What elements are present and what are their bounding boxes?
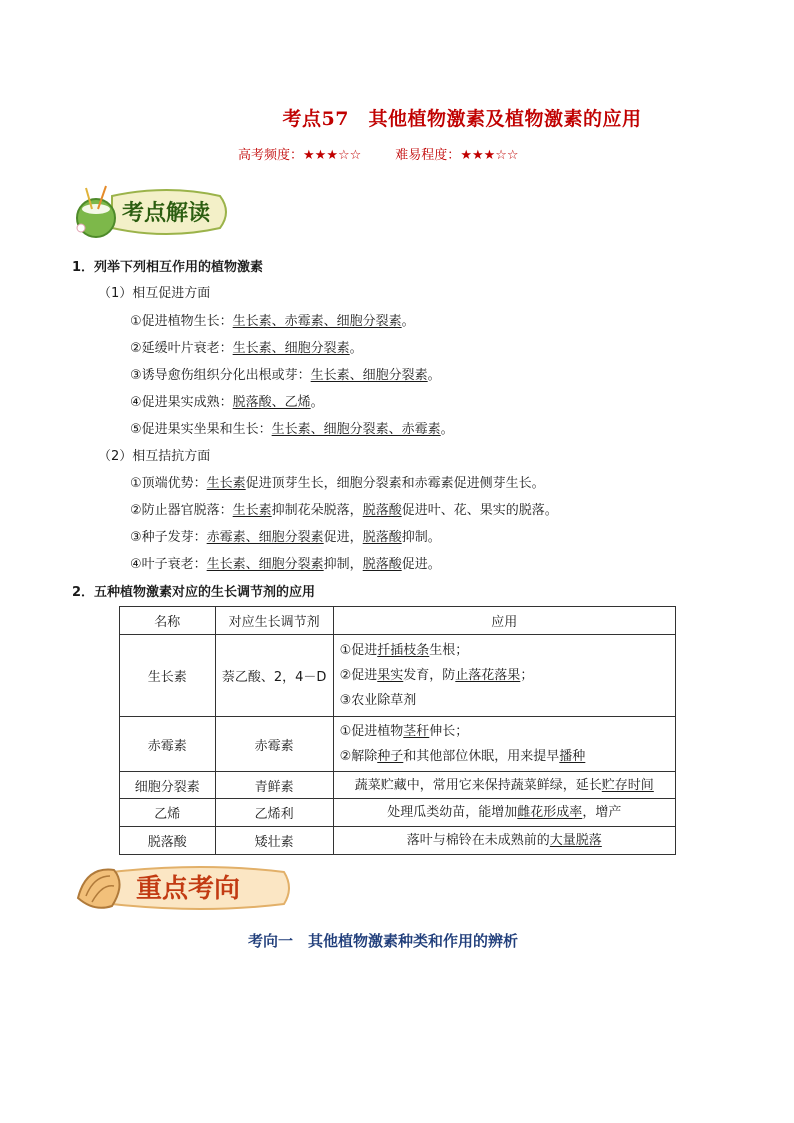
regulator-table <box>119 606 676 855</box>
application-cell <box>333 827 675 855</box>
table-row <box>120 717 676 772</box>
application-line: ③农业除草剂 <box>339 693 417 708</box>
hormone-name-cell: 细胞分裂素 <box>120 772 216 799</box>
ratings-line <box>238 144 519 163</box>
promote-item: ④促进果实成熟：脱落酸、乙烯。 <box>130 395 324 410</box>
regulator-cell: 矮壮素 <box>215 827 333 855</box>
regulator-cell: 萘乙酸、2，4－D <box>215 635 333 717</box>
table-row <box>120 772 676 799</box>
antagonize-item: ③种子发芽：赤霉素、细胞分裂素促进，脱落酸抑制。 <box>130 530 441 545</box>
section2-heading: 2．五种植物激素对应的生长调节剂的应用 <box>72 585 316 600</box>
promote-item: ②延缓叶片衰老：生长素、细胞分裂素。 <box>130 341 363 356</box>
table-row <box>120 635 676 717</box>
header-cell: 名称 <box>120 607 216 635</box>
frequency-stars: ★★★☆☆ <box>303 148 362 163</box>
table-row <box>120 799 676 827</box>
header-cell: 对应生长调节剂 <box>215 607 333 635</box>
antagonize-item: ①顶端优势：生长素促进顶芽生长，细胞分裂素和赤霉素促进侧芽生长。 <box>130 476 545 491</box>
hormone-name-cell: 赤霉素 <box>120 717 216 772</box>
application-cell <box>333 799 675 827</box>
application-line: 落叶与棉铃在未成熟前的大量脱落 <box>406 833 602 848</box>
promote-item: ①促进植物生长：生长素、赤霉素、细胞分裂素。 <box>130 314 415 329</box>
kaodian-badge <box>72 182 232 242</box>
section1-heading: 1．列举下列相互作用的植物激素 <box>72 260 264 275</box>
frequency-label: 高考频度： <box>238 148 304 163</box>
antagonize-item: ②防止器官脱落：生长素抑制花朵脱落，脱落酸促进叶、花、果实的脱落。 <box>130 503 558 518</box>
application-line: ①促进扦插枝条生根； <box>339 643 469 658</box>
application-line: ②促进果实发育，防止落花落果； <box>339 668 534 683</box>
application-line: 处理瓜类幼苗，能增加雌花形成率，增产 <box>387 805 622 820</box>
hormone-name-cell: 生长素 <box>120 635 216 717</box>
table-row <box>120 827 676 855</box>
section3-subtitle: 考向一 其他植物激素种类和作用的辨析 <box>248 932 519 950</box>
page-title: 考点57 其他植物激素及植物激素的应用 <box>282 108 642 130</box>
regulator-cell: 赤霉素 <box>215 717 333 772</box>
application-cell <box>333 772 675 799</box>
hormone-name-cell: 乙烯 <box>120 799 216 827</box>
table-header-row <box>120 607 676 635</box>
antagonize-item: ④叶子衰老：生长素、细胞分裂素抑制，脱落酸促进。 <box>130 557 441 572</box>
kaodian-label: 考点解读 <box>122 200 211 226</box>
section1-sub2: （2）相互拮抗方面 <box>98 449 211 464</box>
difficulty-stars: ★★★☆☆ <box>460 148 519 163</box>
section1-sub1: （1）相互促进方面 <box>98 286 211 301</box>
application-line: ①促进植物茎秆伸长； <box>339 724 469 739</box>
application-line: 蔬菜贮藏中，常用它来保持蔬菜鲜绿，延长贮存时间 <box>354 777 654 793</box>
regulator-cell: 青鲜素 <box>215 772 333 799</box>
hormone-name-cell: 脱落酸 <box>120 827 216 855</box>
promote-item: ⑤促进果实坐果和生长：生长素、细胞分裂素、赤霉素。 <box>130 422 454 437</box>
promote-item: ③诱导愈伤组织分化出根或芽：生长素、细胞分裂素。 <box>130 368 441 383</box>
header-cell: 应用 <box>333 607 675 635</box>
regulator-cell: 乙烯利 <box>215 799 333 827</box>
difficulty-label: 难易程度： <box>395 148 461 163</box>
application-line: ②解除种子和其他部位休眠，用来提早播种 <box>339 749 586 764</box>
zhongdian-label: 重点考向 <box>136 874 241 904</box>
application-cell <box>333 635 675 717</box>
zhongdian-badge <box>72 858 292 918</box>
application-cell <box>333 717 675 772</box>
